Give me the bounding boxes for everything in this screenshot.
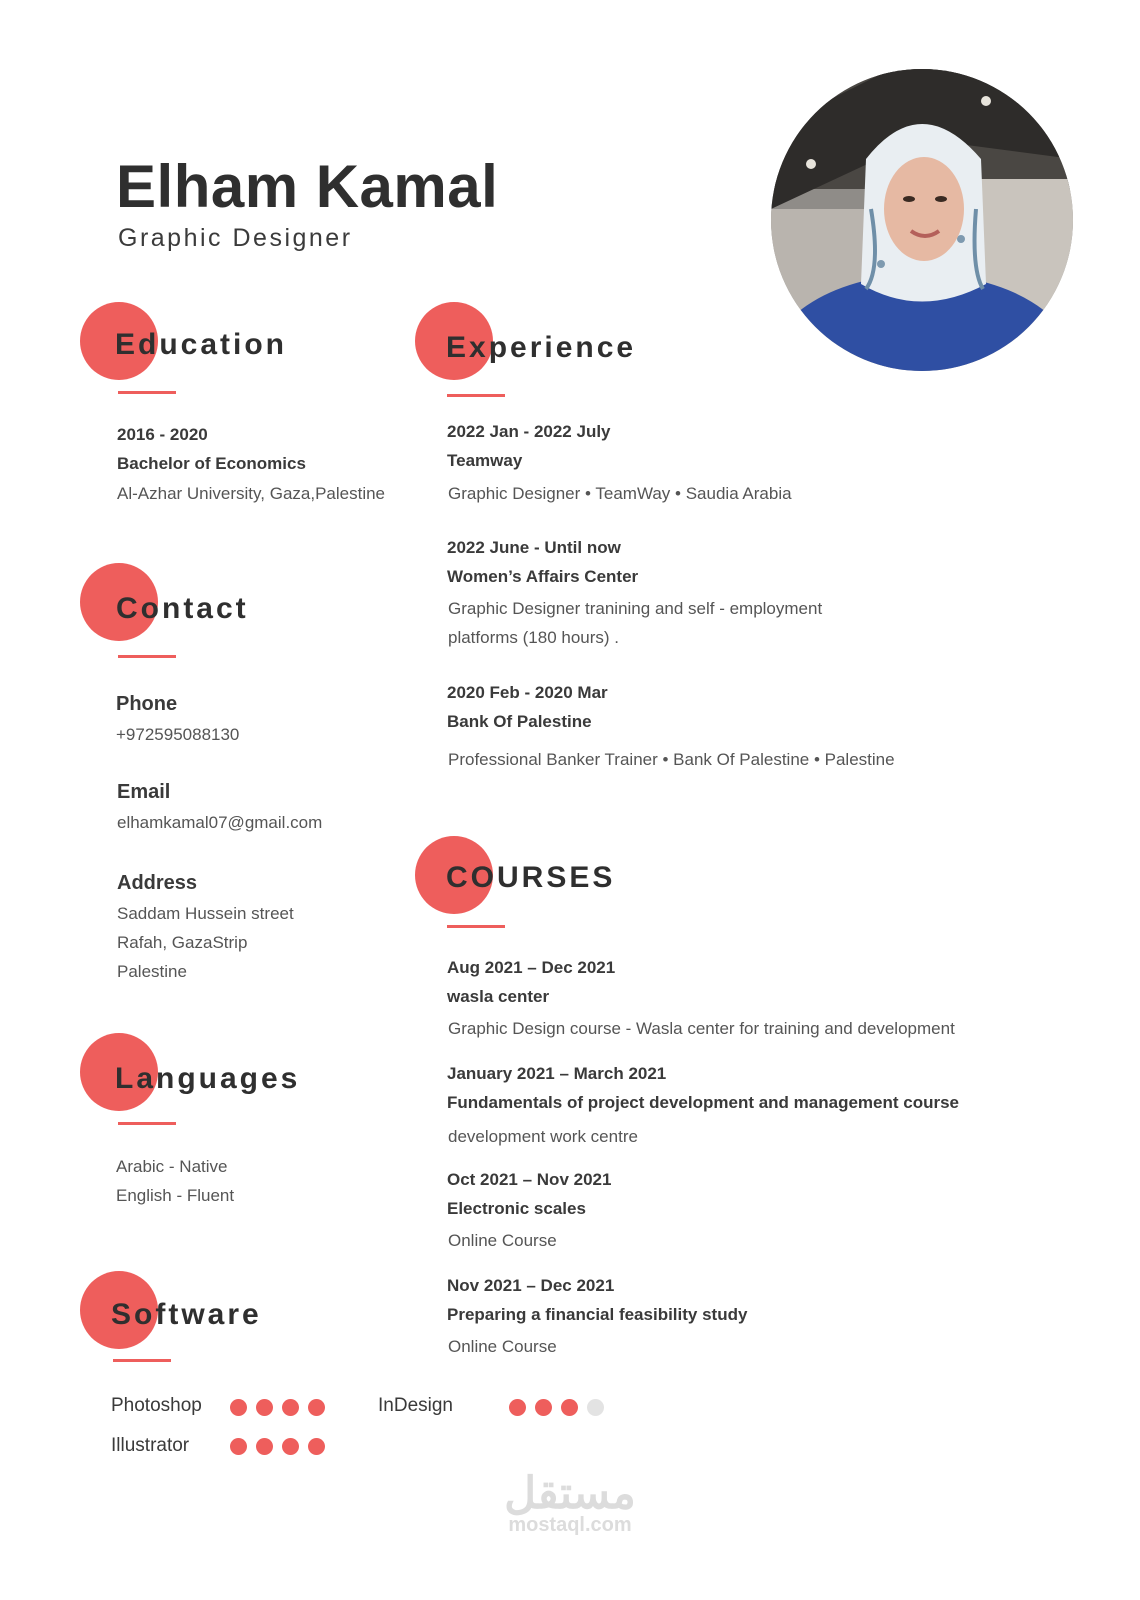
course-name: Fundamentals of project development and management course <box>447 1093 959 1112</box>
experience-date: 2022 June - Until now <box>447 538 621 557</box>
course-date: Oct 2021 – Nov 2021 <box>447 1170 612 1189</box>
email-value: elhamkamal07@gmail.com <box>117 813 323 832</box>
experience-desc-line2: platforms (180 hours) . <box>448 628 620 647</box>
skill-dot-filled <box>308 1399 325 1416</box>
software-name: Illustrator <box>111 1435 190 1456</box>
experience-heading: Experience <box>446 331 637 364</box>
experience-divider <box>447 394 505 397</box>
course-desc: development work centre <box>448 1127 638 1146</box>
education-degree: Bachelor of Economics <box>117 454 306 473</box>
profile-photo <box>771 69 1073 371</box>
course-date: Aug 2021 – Dec 2021 <box>447 958 616 977</box>
candidate-name: Elham Kamal <box>116 153 499 220</box>
course-desc: Graphic Design course - Wasla center for training and development <box>448 1019 955 1038</box>
skill-dot-filled <box>230 1399 247 1416</box>
education-divider <box>118 391 176 394</box>
experience-desc: Graphic Designer tranining and self - employment <box>448 599 823 618</box>
course-desc: Online Course <box>448 1231 557 1250</box>
languages-divider <box>118 1122 176 1125</box>
software-name: InDesign <box>378 1395 453 1416</box>
languages-heading: Languages <box>115 1062 301 1095</box>
software-divider <box>113 1359 171 1362</box>
phone-label: Phone <box>116 693 178 715</box>
courses-divider <box>447 925 505 928</box>
skill-dot-filled <box>282 1438 299 1455</box>
courses-heading: COURSES <box>446 861 616 894</box>
software-level-dots <box>230 1438 325 1455</box>
skill-dot-filled <box>561 1399 578 1416</box>
education-years: 2016 - 2020 <box>117 425 208 444</box>
course-date: Nov 2021 – Dec 2021 <box>447 1276 615 1295</box>
address-label: Address <box>117 872 198 894</box>
experience-desc: Graphic Designer • TeamWay • Saudia Arabia <box>448 484 792 503</box>
experience-org: Teamway <box>447 451 523 470</box>
education-heading: Education <box>115 328 288 361</box>
contact-divider <box>118 655 176 658</box>
candidate-title: Graphic Designer <box>118 224 353 252</box>
skill-dot-filled <box>230 1438 247 1455</box>
watermark-logo: مستقل <box>504 1469 636 1518</box>
software-heading: Software <box>111 1298 262 1331</box>
contact-heading: Contact <box>116 592 249 625</box>
watermark-url: mostaql.com <box>508 1514 632 1536</box>
skill-dot-filled <box>535 1399 552 1416</box>
course-name: wasla center <box>447 987 550 1006</box>
software-name: Photoshop <box>111 1395 202 1416</box>
phone-value: +972595088130 <box>116 725 240 744</box>
skill-dot-filled <box>256 1438 273 1455</box>
experience-org: Bank Of Palestine <box>447 712 592 731</box>
experience-date: 2022 Jan - 2022 July <box>447 422 611 441</box>
address-line: Saddam Hussein street <box>117 904 294 923</box>
course-date: January 2021 – March 2021 <box>447 1064 667 1083</box>
experience-org: Women’s Affairs Center <box>447 567 639 586</box>
skill-dot-empty <box>587 1399 604 1416</box>
skill-dot-filled <box>256 1399 273 1416</box>
skill-dot-filled <box>509 1399 526 1416</box>
course-name: Electronic scales <box>447 1199 586 1218</box>
email-label: Email <box>117 781 171 803</box>
experience-date: 2020 Feb - 2020 Mar <box>447 683 608 702</box>
address-line: Rafah, GazaStrip <box>117 933 248 952</box>
language-item: Arabic - Native <box>116 1157 228 1176</box>
software-level-dots <box>230 1399 325 1416</box>
address-line: Palestine <box>117 962 187 981</box>
software-level-dots <box>509 1399 604 1416</box>
language-item: English - Fluent <box>116 1186 235 1205</box>
skill-dot-filled <box>282 1399 299 1416</box>
skill-dot-filled <box>308 1438 325 1455</box>
education-school: Al-Azhar University, Gaza,Palestine <box>117 484 386 503</box>
course-desc: Online Course <box>448 1337 557 1356</box>
course-name: Preparing a financial feasibility study <box>447 1305 748 1324</box>
experience-desc: Professional Banker Trainer • Bank Of Palestine • Palestine <box>448 750 895 769</box>
